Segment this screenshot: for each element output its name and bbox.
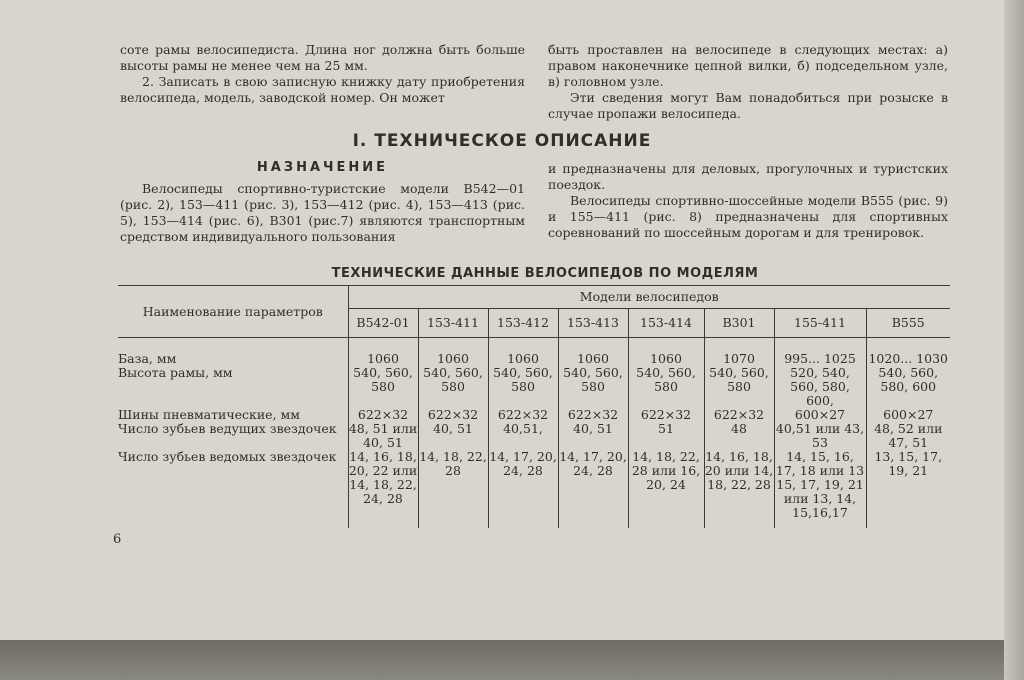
- value-cell: 13, 15, 17, 19, 21: [866, 450, 950, 520]
- value-cell: 622×32: [348, 408, 418, 422]
- spacer-cell: [558, 338, 628, 353]
- value-cell: 600×27: [866, 408, 950, 422]
- value-cell: 14, 18, 22, 28: [418, 450, 488, 520]
- parameter-name: Число зубьев ведущих звездочек: [118, 421, 337, 436]
- value-cell: 1060: [558, 352, 628, 366]
- value-cell: 540, 560, 580: [704, 366, 774, 408]
- value-cell: 40, 51: [418, 422, 488, 450]
- page-number: 6: [113, 532, 122, 547]
- spacer-cell: [774, 338, 866, 353]
- value-cell: 622×32: [488, 408, 558, 422]
- parameter-name: Шины пневматические, мм: [118, 407, 300, 422]
- model-header: 153-413: [558, 309, 628, 338]
- parameter-name: База, мм: [118, 351, 177, 366]
- model-header: 153-411: [418, 309, 488, 338]
- paragraph: Велосипеды спортивно-шоссейные модели В555 (рис. 9) и 155—411 (рис. 8) предназначены для спортивных соревнований по шоссейным дорогам и для тренировок.: [548, 193, 948, 240]
- spacer-cell: [866, 520, 950, 528]
- spacer-row: [118, 520, 950, 528]
- value-cell: 622×32: [628, 408, 704, 422]
- model-header: В301: [704, 309, 774, 338]
- table-row: [118, 352, 950, 366]
- models-header: Модели велосипедов: [348, 286, 950, 309]
- spacer-row: [118, 338, 950, 353]
- model-header: В542-01: [348, 309, 418, 338]
- model-header: 155-411: [774, 309, 866, 338]
- value-cell: 520, 540, 560, 580, 600,: [774, 366, 866, 408]
- section-title: I. ТЕХНИЧЕСКОЕ ОПИСАНИЕ: [352, 131, 652, 151]
- value-cell: 51: [628, 422, 704, 450]
- spacer-cell: [348, 338, 418, 353]
- spacer-cell: [418, 338, 488, 353]
- model-header: В555: [866, 309, 950, 338]
- value-cell: 1060: [418, 352, 488, 366]
- value-cell: 622×32: [558, 408, 628, 422]
- book-spine: [1004, 0, 1024, 680]
- spec-body: [118, 338, 950, 529]
- spec-table: [118, 285, 950, 528]
- value-cell: 622×32: [704, 408, 774, 422]
- value-cell: 540, 560, 580: [558, 366, 628, 408]
- paragraph: соте рамы велосипедиста. Длина ног должна быть больше высоты рамы не менее чем на 25 мм.: [120, 42, 525, 73]
- paragraph: Эти сведения могут Вам понадобиться при розыске в случае пропажи велосипеда.: [548, 90, 948, 121]
- value-cell: 540, 560, 580, 600: [866, 366, 950, 408]
- purpose-heading: НАЗНАЧЕНИЕ: [256, 160, 389, 175]
- model-header: 153-412: [488, 309, 558, 338]
- value-cell: 1060: [348, 352, 418, 366]
- value-cell: 1070: [704, 352, 774, 366]
- purpose-left-column: [120, 181, 525, 245]
- paragraph: и предназначены для деловых, прогулочных и туристских поездок.: [548, 161, 948, 192]
- value-cell: 14, 17, 20, 24, 28: [558, 450, 628, 520]
- value-cell: 14, 18, 22, 28 или 16, 20, 24: [628, 450, 704, 520]
- spacer-cell: [704, 338, 774, 353]
- spacer-cell: [628, 520, 704, 528]
- purpose-right-column: [548, 161, 948, 241]
- top-right-column: [548, 42, 948, 122]
- value-cell: 48, 51 или 40, 51: [348, 421, 418, 450]
- paragraph: быть проставлен на велосипеде в следующих местах: а) правом наконечнике цепной вилки, б) подседельном узле, в) головном узле.: [548, 42, 948, 89]
- spacer-cell: [118, 520, 348, 528]
- value-cell: 14, 16, 18, 20, 22 или 14, 18, 22, 24, 28: [348, 450, 418, 520]
- param-header: Наименование параметров: [118, 286, 348, 338]
- value-cell: 540, 560, 580: [488, 366, 558, 408]
- value-cell: 48: [704, 422, 774, 450]
- table-row: [118, 408, 950, 422]
- spacer-cell: [774, 520, 866, 528]
- value-cell: 1020... 1030: [866, 352, 950, 366]
- spacer-cell: [118, 338, 348, 353]
- top-left-column: [120, 42, 525, 106]
- value-cell: 600×27: [774, 408, 866, 422]
- spacer-cell: [418, 520, 488, 528]
- table-row: [118, 422, 950, 450]
- spacer-cell: [628, 338, 704, 353]
- table-row: [118, 450, 950, 520]
- value-cell: 14, 15, 16, 17, 18 или 13 15, 17, 19, 21 или 13, 14, 15,16,17: [775, 449, 865, 520]
- surface-below: [0, 640, 1004, 680]
- spacer-cell: [348, 520, 418, 528]
- spacer-cell: [488, 520, 558, 528]
- spacer-cell: [704, 520, 774, 528]
- value-cell: 40,51 или 43, 53: [775, 421, 865, 450]
- value-cell: 995... 1025: [774, 352, 866, 366]
- value-cell: 48, 52 или 47, 51: [866, 422, 950, 450]
- value-cell: 540, 560, 580: [628, 366, 704, 408]
- spacer-cell: [488, 338, 558, 353]
- value-cell: 1060: [488, 352, 558, 366]
- spacer-cell: [558, 520, 628, 528]
- value-cell: 40,51,: [488, 422, 558, 450]
- value-cell: 14, 17, 20, 24, 28: [488, 450, 558, 520]
- table-row: [118, 366, 950, 408]
- parameter-name: Высота рамы, мм: [118, 365, 233, 380]
- value-cell: 40, 51: [558, 422, 628, 450]
- table-title: ТЕХНИЧЕСКИЕ ДАННЫЕ ВЕЛОСИПЕДОВ ПО МОДЕЛЯМ: [331, 266, 759, 281]
- parameter-name: Число зубьев ведомых звездочек: [118, 449, 337, 464]
- value-cell: 540, 560, 580: [418, 366, 488, 408]
- paragraph: Велосипеды спортивно-туристские модели В542—01 (рис. 2), 153—411 (рис. 3), 153—412 (рис. 4), 153—413 (рис. 5), 153—414 (рис. 6), В301 (рис.7) являются транспортным средством индивидуального пользования: [120, 181, 525, 244]
- value-cell: 540, 560, 580: [348, 366, 418, 408]
- spacer-cell: [866, 338, 950, 353]
- value-cell: 14, 16, 18, 20 или 14, 18, 22, 28: [704, 450, 774, 520]
- value-cell: 622×32: [418, 408, 488, 422]
- value-cell: 1060: [628, 352, 704, 366]
- model-header: 153-414: [628, 309, 704, 338]
- paragraph: 2. Записать в свою записную книжку дату приобретения велосипеда, модель, заводской номер. Он может: [120, 74, 525, 105]
